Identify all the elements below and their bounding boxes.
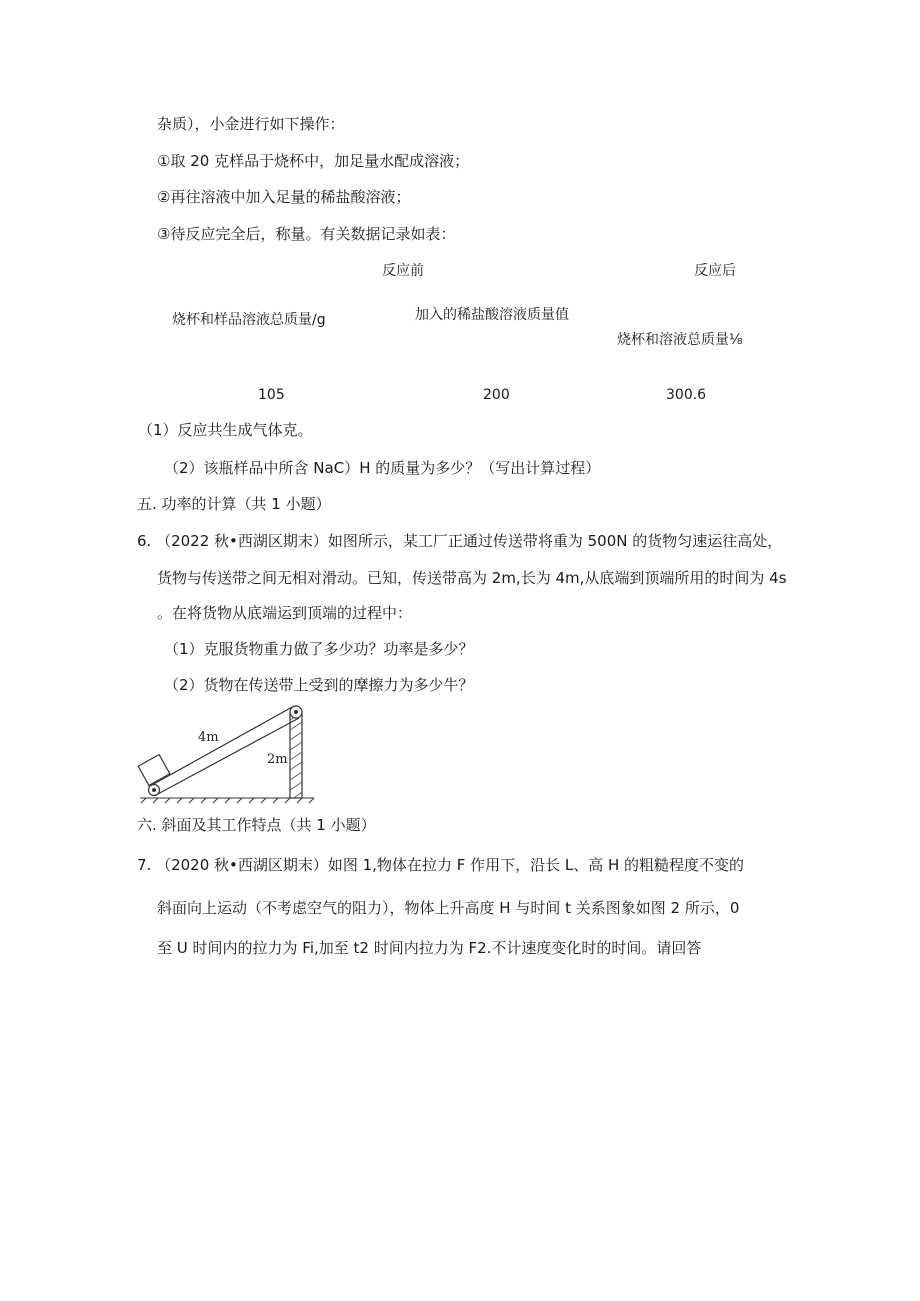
question-text: 货物与传送带之间无相对滑动。已知，传送带高为 2m,长为 4m,从底端到顶端所用的时间为 4s bbox=[157, 569, 787, 587]
question-text: 。在将货物从底端运到顶端的过程中： bbox=[157, 604, 413, 622]
question-text: 斜面向上运动（不考虑空气的阻力），物体上升高度 H 与时间 t 关系图象如图 2 所示，0 bbox=[157, 899, 740, 917]
roller-bottom bbox=[149, 785, 160, 796]
table-cell: 300.6 bbox=[666, 387, 707, 403]
question-text: 至 U 时间内的拉力为 Fi,加至 t2 时间内拉力为 F2.不计速度变化时的时间。请回答 bbox=[157, 939, 702, 957]
table-column-label: 烧杯和溶液总质量⅛ bbox=[617, 332, 743, 348]
table-cell: 105 bbox=[258, 387, 285, 403]
table-column-label: 加入的稀盐酸溶液质量值 bbox=[415, 307, 569, 323]
roller-top bbox=[290, 706, 302, 718]
belt bbox=[152, 706, 299, 795]
text-line: ①取 20 克样品于烧杯中，加足量水配成溶液； bbox=[157, 152, 470, 170]
question-text: 7. （2020 秋•西湖区期末）如图 1,物体在拉力 F 作用下，沿长 L、高 H 的粗糙程度不变的 bbox=[137, 856, 745, 874]
table-header-before: 反应前 bbox=[382, 263, 424, 279]
question-part: （2）该瓶样品中所含 NaC）H 的质量为多少？（写出计算过程） bbox=[164, 459, 601, 477]
table-header-after: 反应后 bbox=[694, 263, 736, 279]
section-heading: 六. 斜面及其工作特点（共 1 小题） bbox=[137, 816, 376, 834]
height-label: 2m bbox=[267, 752, 288, 767]
question-part: （1）反应共生成气体克。 bbox=[138, 421, 313, 439]
conveyor-belt-diagram bbox=[132, 700, 322, 804]
question-part: （2）货物在传送带上受到的摩擦力为多少牛？ bbox=[164, 676, 474, 694]
length-label: 4m bbox=[198, 730, 219, 745]
support-post bbox=[290, 712, 302, 798]
ground-hatching bbox=[140, 798, 314, 803]
text-line: ②再往溶液中加入足量的稀盐酸溶液； bbox=[157, 188, 411, 206]
question-text: 6. （2022 秋•西湖区期末）如图所示，某工厂正通过传送带将重为 500N 的货物匀速运往高处， bbox=[137, 532, 783, 550]
question-part: （1）克服货物重力做了多少功？功率是多少？ bbox=[164, 640, 474, 658]
cargo-box bbox=[138, 755, 170, 786]
text-line: 杂质），小金进行如下操作： bbox=[157, 115, 345, 133]
table-column-label: 烧杯和样品溶液总质量/g bbox=[172, 312, 326, 328]
table-cell: 200 bbox=[483, 387, 510, 403]
section-heading: 五. 功率的计算（共 1 小题） bbox=[137, 495, 331, 513]
text-line: ③待反应完全后，称量。有关数据记录如表： bbox=[157, 225, 456, 243]
